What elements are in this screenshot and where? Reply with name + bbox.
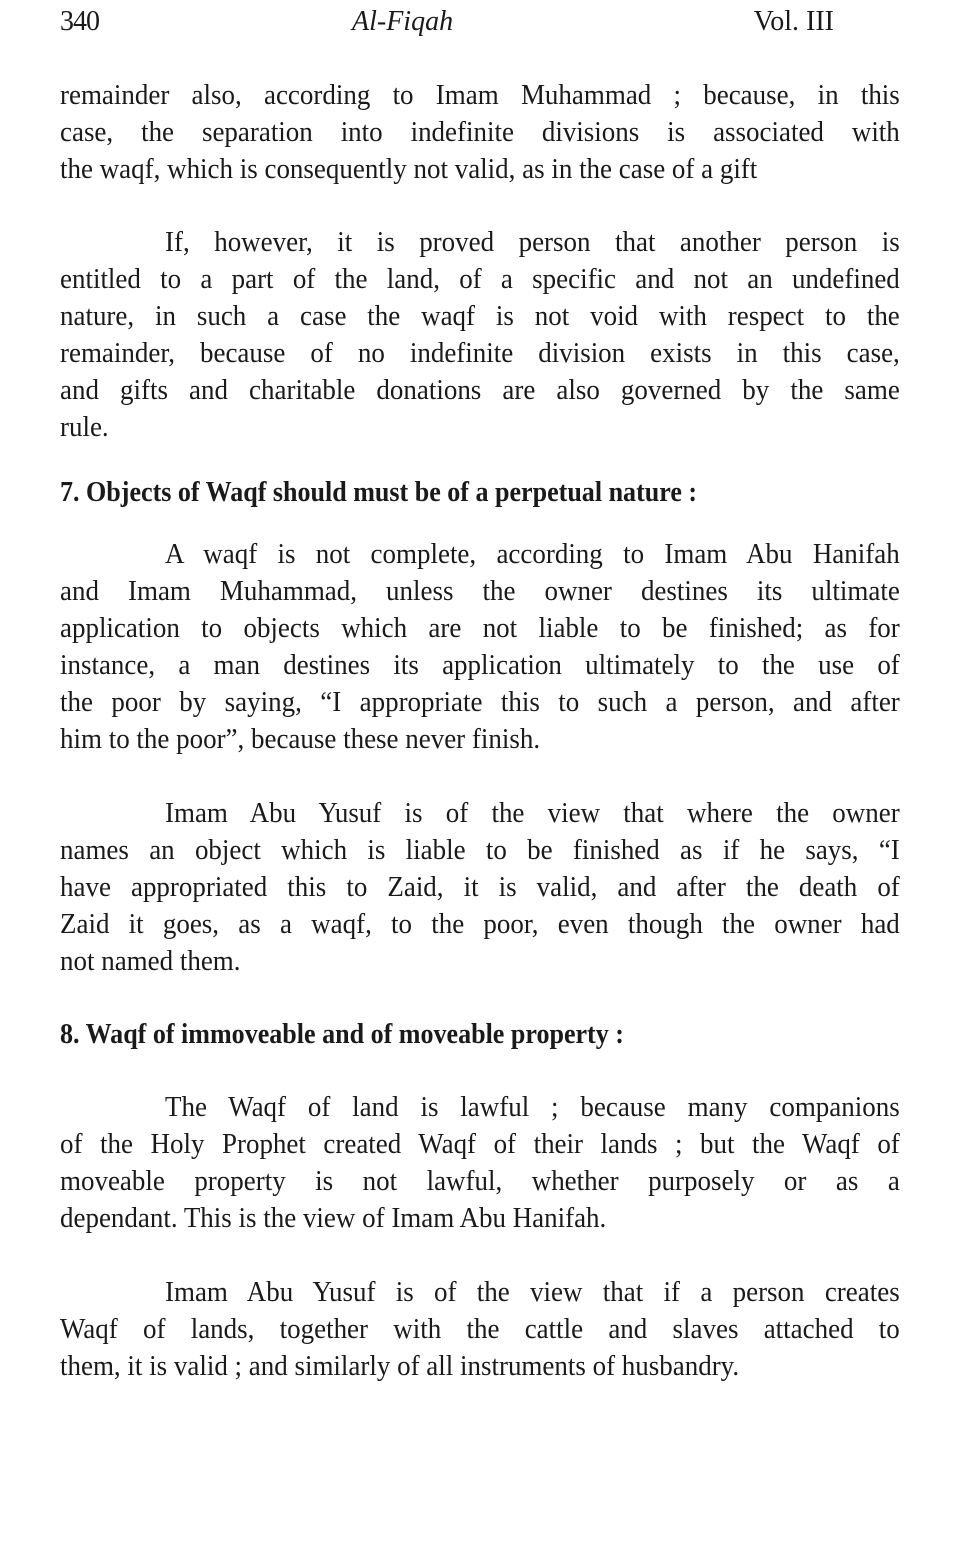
text-line: the poor by saying, “I appropriate this to such a person, and after (60, 686, 900, 718)
text-line: Waqf of lands, together with the cattle and slaves attached to (60, 1313, 900, 1345)
text-line: the waqf, which is consequently not valid, as in the case of a gift (60, 153, 758, 185)
page-header (60, 4, 834, 40)
text-line: Imam Abu Yusuf is of the view that where the owner (165, 797, 900, 829)
text-line: not named them. (60, 945, 241, 977)
text-line: them, it is valid ; and similarly of all instruments of husbandry. (60, 1350, 740, 1382)
text-line: entitled to a part of the land, of a specific and not an undefined (60, 263, 900, 295)
text-line: moveable property is not lawful, whether purposely or as a (60, 1165, 900, 1197)
text-line: instance, a man destines its application ultimately to the use of (60, 649, 900, 681)
text-line: him to the poor”, because these never finish. (60, 723, 541, 755)
text-line: case, the separation into indefinite divisions is associated with (60, 116, 900, 148)
text-line: remainder also, according to Imam Muhammad ; because, in this (60, 79, 900, 111)
book-title: Al-Fiqah (352, 6, 454, 37)
text-line: If, however, it is proved person that another person is (165, 226, 900, 258)
text-line: remainder, because of no indefinite division exists in this case, (60, 337, 900, 369)
text-line: rule. (60, 411, 109, 443)
section-heading-7: 7. Objects of Waqf should must be of a perpetual nature : (60, 477, 698, 508)
text-line: The Waqf of land is lawful ; because many companions (165, 1091, 900, 1123)
text-line: Zaid it goes, as a waqf, to the poor, even though the owner had (60, 908, 900, 940)
text-line: have appropriated this to Zaid, it is valid, and after the death of (60, 871, 900, 903)
text-line: Imam Abu Yusuf is of the view that if a person creates (165, 1276, 900, 1308)
section-heading-8: 8. Waqf of immoveable and of moveable property : (60, 1019, 624, 1050)
text-line: nature, in such a case the waqf is not void with respect to the (60, 300, 900, 332)
text-line: dependant. This is the view of Imam Abu Hanifah. (60, 1202, 607, 1234)
text-line: names an object which is liable to be finished as if he says, “I (60, 834, 900, 866)
volume-label: Vol. III (753, 6, 834, 37)
text-line: and Imam Muhammad, unless the owner destines its ultimate (60, 575, 900, 607)
text-line: and gifts and charitable donations are also governed by the same (60, 374, 900, 406)
page-number: 340 (60, 6, 99, 37)
text-line: application to objects which are not liable to be finished; as for (60, 612, 900, 644)
text-line: of the Holy Prophet created Waqf of their lands ; but the Waqf of (60, 1128, 900, 1160)
text-line: A waqf is not complete, according to Imam Abu Hanifah (165, 538, 900, 570)
